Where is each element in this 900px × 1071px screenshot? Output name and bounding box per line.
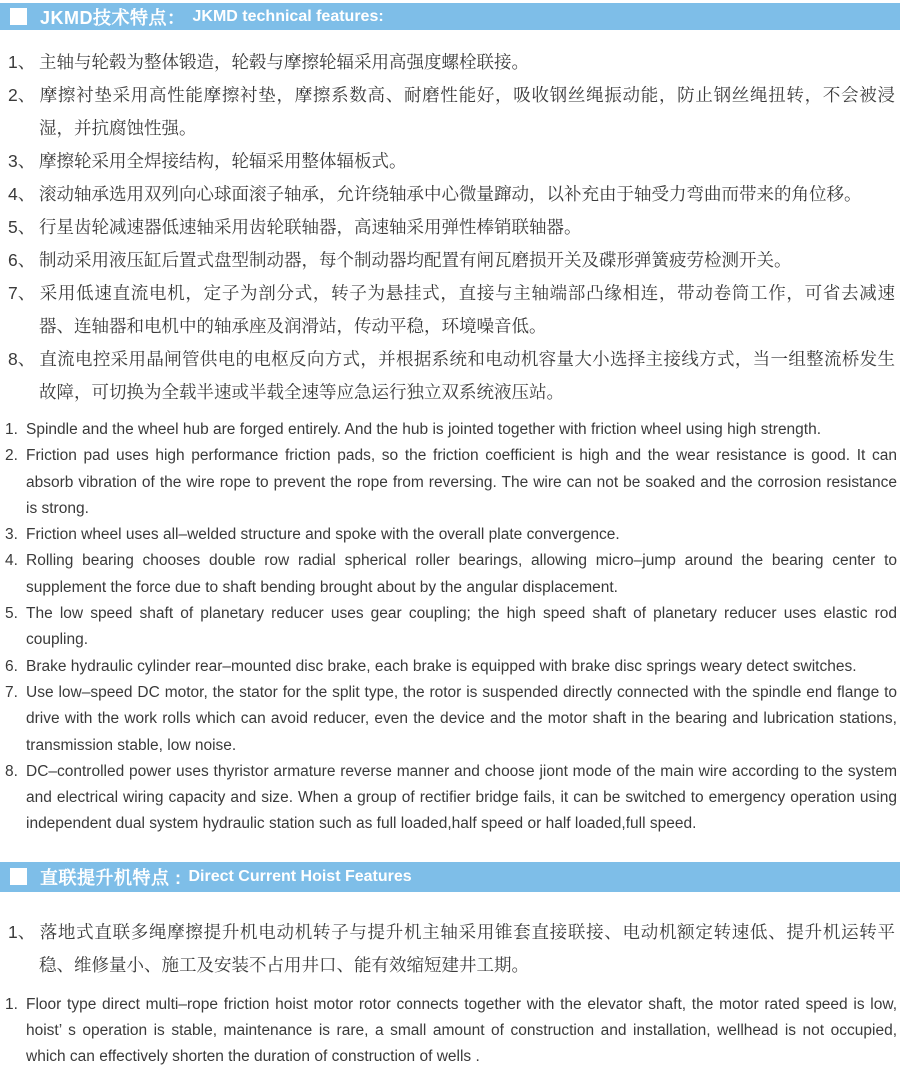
section2-title-en: Direct Current Hoist Features [188, 867, 412, 885]
section2-zh-feature-list [0, 892, 900, 982]
zh-feature-item [8, 145, 895, 178]
section1-en-feature-list [0, 409, 900, 838]
item-number: 3、 [8, 151, 36, 171]
item-text: 主轴与轮毂为整体锻造，轮毂与摩擦轮辐采用高强度螺栓联接。 [39, 52, 529, 72]
item-text: Friction wheel uses all–welded structure and spoke with the overall plate convergence. [26, 526, 620, 544]
en-feature-item [5, 680, 897, 759]
item-text: 滚动轴承选用双列向心球面滚子轴承，允许绕轴承中心微量蹿动，以补充由于轴受力弯曲而带来的角位移。 [39, 184, 862, 204]
section2-title-zh: 直联提升机特点 : [40, 867, 182, 888]
item-text: Spindle and the wheel hub are forged entirely. And the hub is jointed together with friction wheel using high strength. [26, 421, 822, 438]
zh-feature-item [8, 178, 895, 211]
white-square-icon [10, 868, 27, 885]
item-number: 5、 [8, 217, 36, 237]
section2-en-feature-list [0, 982, 900, 1071]
section1-header-band [0, 3, 900, 30]
item-text: Brake hydraulic cylinder rear–mounted disc brake, each brake is equipped with brake disc springs weary detect switches. [26, 657, 857, 675]
item-text: 制动采用液压缸后置式盘型制动器，每个制动器均配置有闸瓦磨损开关及碟形弹簧疲劳检测开关。 [39, 250, 792, 270]
item-number: 2、 [8, 85, 36, 105]
section1-title-en: JKMD technical features: [192, 7, 384, 25]
section2-header-band [0, 862, 900, 892]
item-number: 4、 [8, 184, 36, 204]
zh-feature-item [8, 244, 895, 277]
item-number: 8. [5, 762, 18, 780]
item-text: 直流电控采用晶闸管供电的电枢反向方式，并根据系统和电动机容量大小选择主接线方式，当一组整流桥发生故障，可切换为全载半速或半载全速等应急运行独立双系统液压站。 [39, 349, 895, 402]
en-feature-item [5, 548, 897, 601]
en-feature-item [5, 992, 897, 1071]
white-square-icon [10, 8, 27, 25]
section1-title-zh: JKMD技术特点： [40, 7, 186, 28]
item-number: 3. [5, 526, 18, 544]
item-text: Rolling bearing chooses double row radial spherical roller bearings, allowing micro–jump around the bearing center to supplement the force due to shaft bending brought about by the angular displacement. [26, 552, 897, 596]
item-number: 1、 [8, 921, 36, 942]
en-feature-item [5, 759, 897, 838]
item-text: The low speed shaft of planetary reducer uses gear coupling; the high speed shaft of planetary reducer uses elastic rod coupling. [26, 605, 897, 649]
item-number: 7、 [8, 283, 36, 303]
item-text: 落地式直联多绳摩擦提升机电动机转子与提升机主轴采用锥套直接联接、电动机额定转速低、提升机运转平稳、维修量小、施工及安装不占用井口、能有效缩短建井工期。 [39, 921, 895, 975]
item-number: 5. [5, 605, 18, 623]
item-number: 1、 [8, 52, 36, 72]
zh-feature-item [8, 46, 895, 79]
item-number: 6、 [8, 250, 36, 270]
item-text: 摩擦轮采用全焊接结构，轮辐采用整体辐板式。 [39, 151, 407, 171]
en-feature-item [5, 417, 897, 443]
en-feature-item [5, 654, 897, 680]
item-number: 6. [5, 657, 18, 675]
item-number: 1. [5, 421, 18, 438]
zh-feature-item [8, 343, 895, 409]
en-feature-item [5, 443, 897, 522]
zh-feature-item [8, 79, 895, 145]
item-text: Use low–speed DC motor, the stator for the split type, the rotor is suspended directly connected with the spindle end flange to drive with the work rolls which can avoid reducer, even the device and the motor shaft in the bearing and lubrication stations, transmission stable, low noise. [26, 683, 897, 754]
zh-feature-item [8, 211, 895, 244]
zh-feature-item [8, 916, 895, 982]
item-text: Floor type direct multi–rope friction hoist motor rotor connects together with the elevator shaft, the motor rated speed is low, hoist’ s operation is stable, maintenance is rare, a small amount of construction and installation, wellhead is not occupied, which can effectively shorten the duration of construction of wells . [26, 995, 897, 1066]
item-number: 8、 [8, 349, 36, 369]
item-text: Friction pad uses high performance friction pads, so the friction coefficient is high and the wear resistance is good. It can absorb vibration of the wire rope to prevent the rope from reversing. The wire can not be soaked and the corrosion resistance is strong. [26, 447, 897, 517]
section1-zh-feature-list [0, 30, 900, 409]
item-text: 摩擦衬垫采用高性能摩擦衬垫，摩擦系数高、耐磨性能好，吸收钢丝绳振动能，防止钢丝绳扭转，不会被浸湿，并抗腐蚀性强。 [39, 85, 895, 138]
item-text: 采用低速直流电机，定子为剖分式，转子为悬挂式，直接与主轴端部凸缘相连，带动卷筒工作，可省去减速器、连轴器和电机中的轴承座及润滑站，传动平稳，环境噪音低。 [39, 283, 895, 336]
zh-feature-item [8, 277, 895, 343]
item-number: 7. [5, 683, 18, 701]
item-number: 2. [5, 447, 18, 465]
item-text: 行星齿轮减速器低速轴采用齿轮联轴器，高速轴采用弹性棒销联轴器。 [39, 217, 582, 237]
item-text: DC–controlled power uses thyristor armature reverse manner and choose jiont mode of the main wire according to the system and electrical wiring capacity and size. When a group of rectifier bridge fails, it can be switched to emergency operation using independent dual system hydraulic station such as full loaded,half speed or half loaded,full speed. [26, 762, 897, 833]
en-feature-item [5, 522, 897, 548]
en-feature-item [5, 601, 897, 654]
item-number: 4. [5, 552, 18, 570]
item-number: 1. [5, 995, 18, 1013]
